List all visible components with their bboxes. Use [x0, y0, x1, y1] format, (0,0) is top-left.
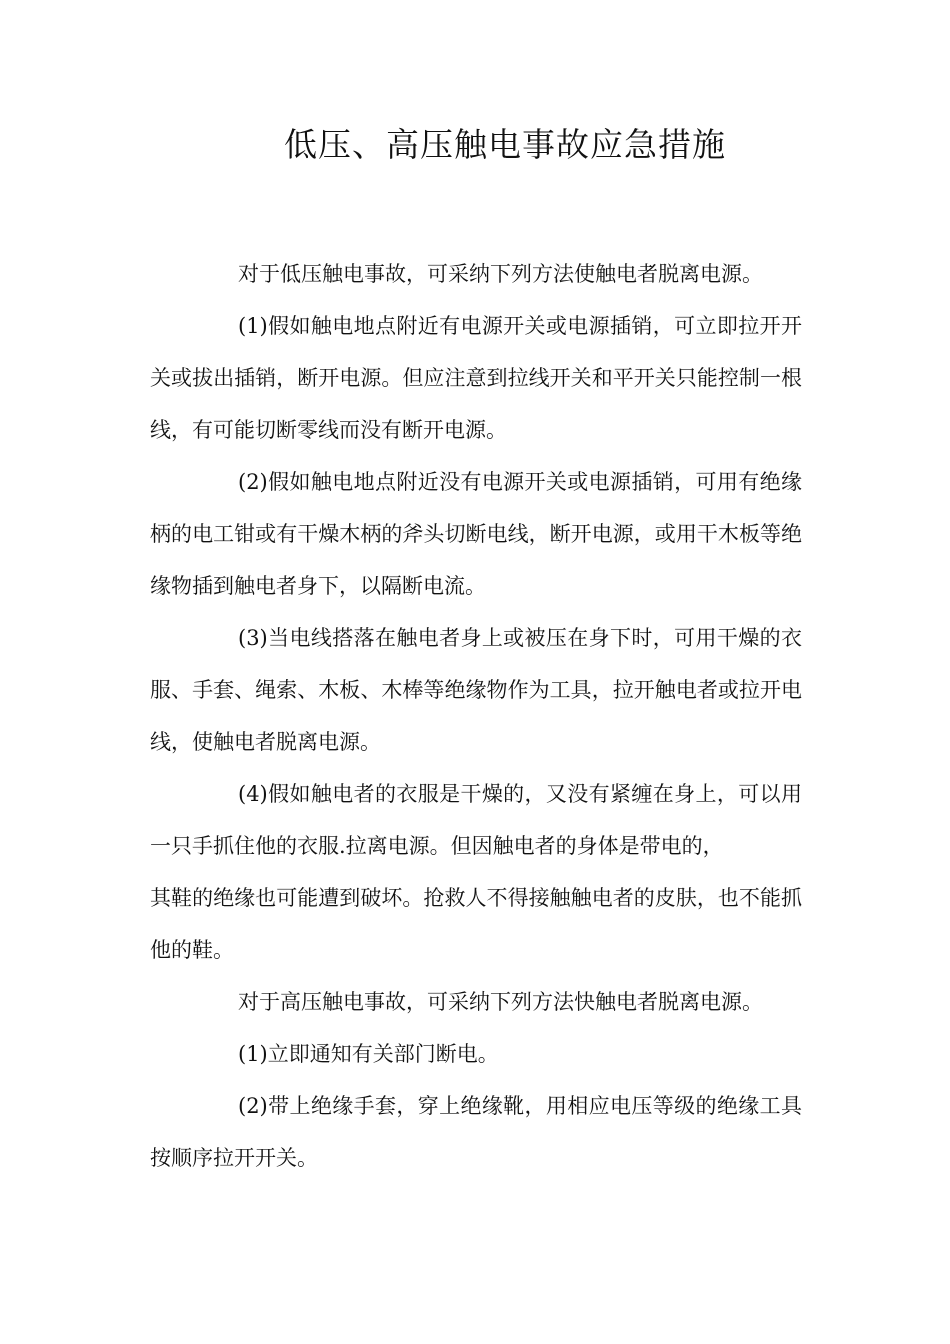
document-title: 低压、高压触电事故应急措施: [284, 125, 726, 164]
paragraph-high-voltage-2: (2)带上绝缘手套，穿上绝缘靴，用相应电压等级的绝缘工具按顺序拉开开关。: [150, 1094, 802, 1170]
paragraph-low-voltage-3: (3)当电线搭落在触电者身上或被压在身下时，可用干燥的衣服、手套、绳索、木板、木棒等绝缘物作为工具，拉开触电者或拉开电线，使触电者脱离电源。: [150, 626, 802, 754]
paragraph-low-voltage-4: (4)假如触电者的衣服是干燥的，又没有紧缠在身上，可以用一只手抓住他的衣服.拉离电源。但因触电者的身体是带电的，: [150, 782, 802, 858]
paragraph-low-voltage-intro: 对于低压触电事故，可采纳下列方法使触电者脱离电源。: [238, 262, 763, 286]
document-body: [150, 248, 802, 1184]
paragraph-high-voltage-1: (1)立即通知有关部门断电。: [238, 1042, 499, 1066]
paragraph-low-voltage-2: (2)假如触电地点附近没有电源开关或电源插销，可用有绝缘柄的电工钳或有干燥木柄的斧头切断电线，断开电源，或用干木板等绝缘物插到触电者身下，以隔断电流。: [150, 470, 802, 598]
paragraph-high-voltage-intro: 对于高压触电事故，可采纳下列方法快触电者脱离电源。: [238, 990, 763, 1014]
paragraph-low-voltage-1: (1)假如触电地点附近有电源开关或电源插销，可立即拉开开关或拔出插销，断开电源。但应注意到拉线开关和平开关只能控制一根线，有可能切断零线而没有断开电源。: [150, 314, 802, 442]
paragraph-low-voltage-4-continued: 其鞋的绝缘也可能遭到破坏。抢救人不得接触触电者的皮肤，也不能抓他的鞋。: [150, 886, 802, 962]
